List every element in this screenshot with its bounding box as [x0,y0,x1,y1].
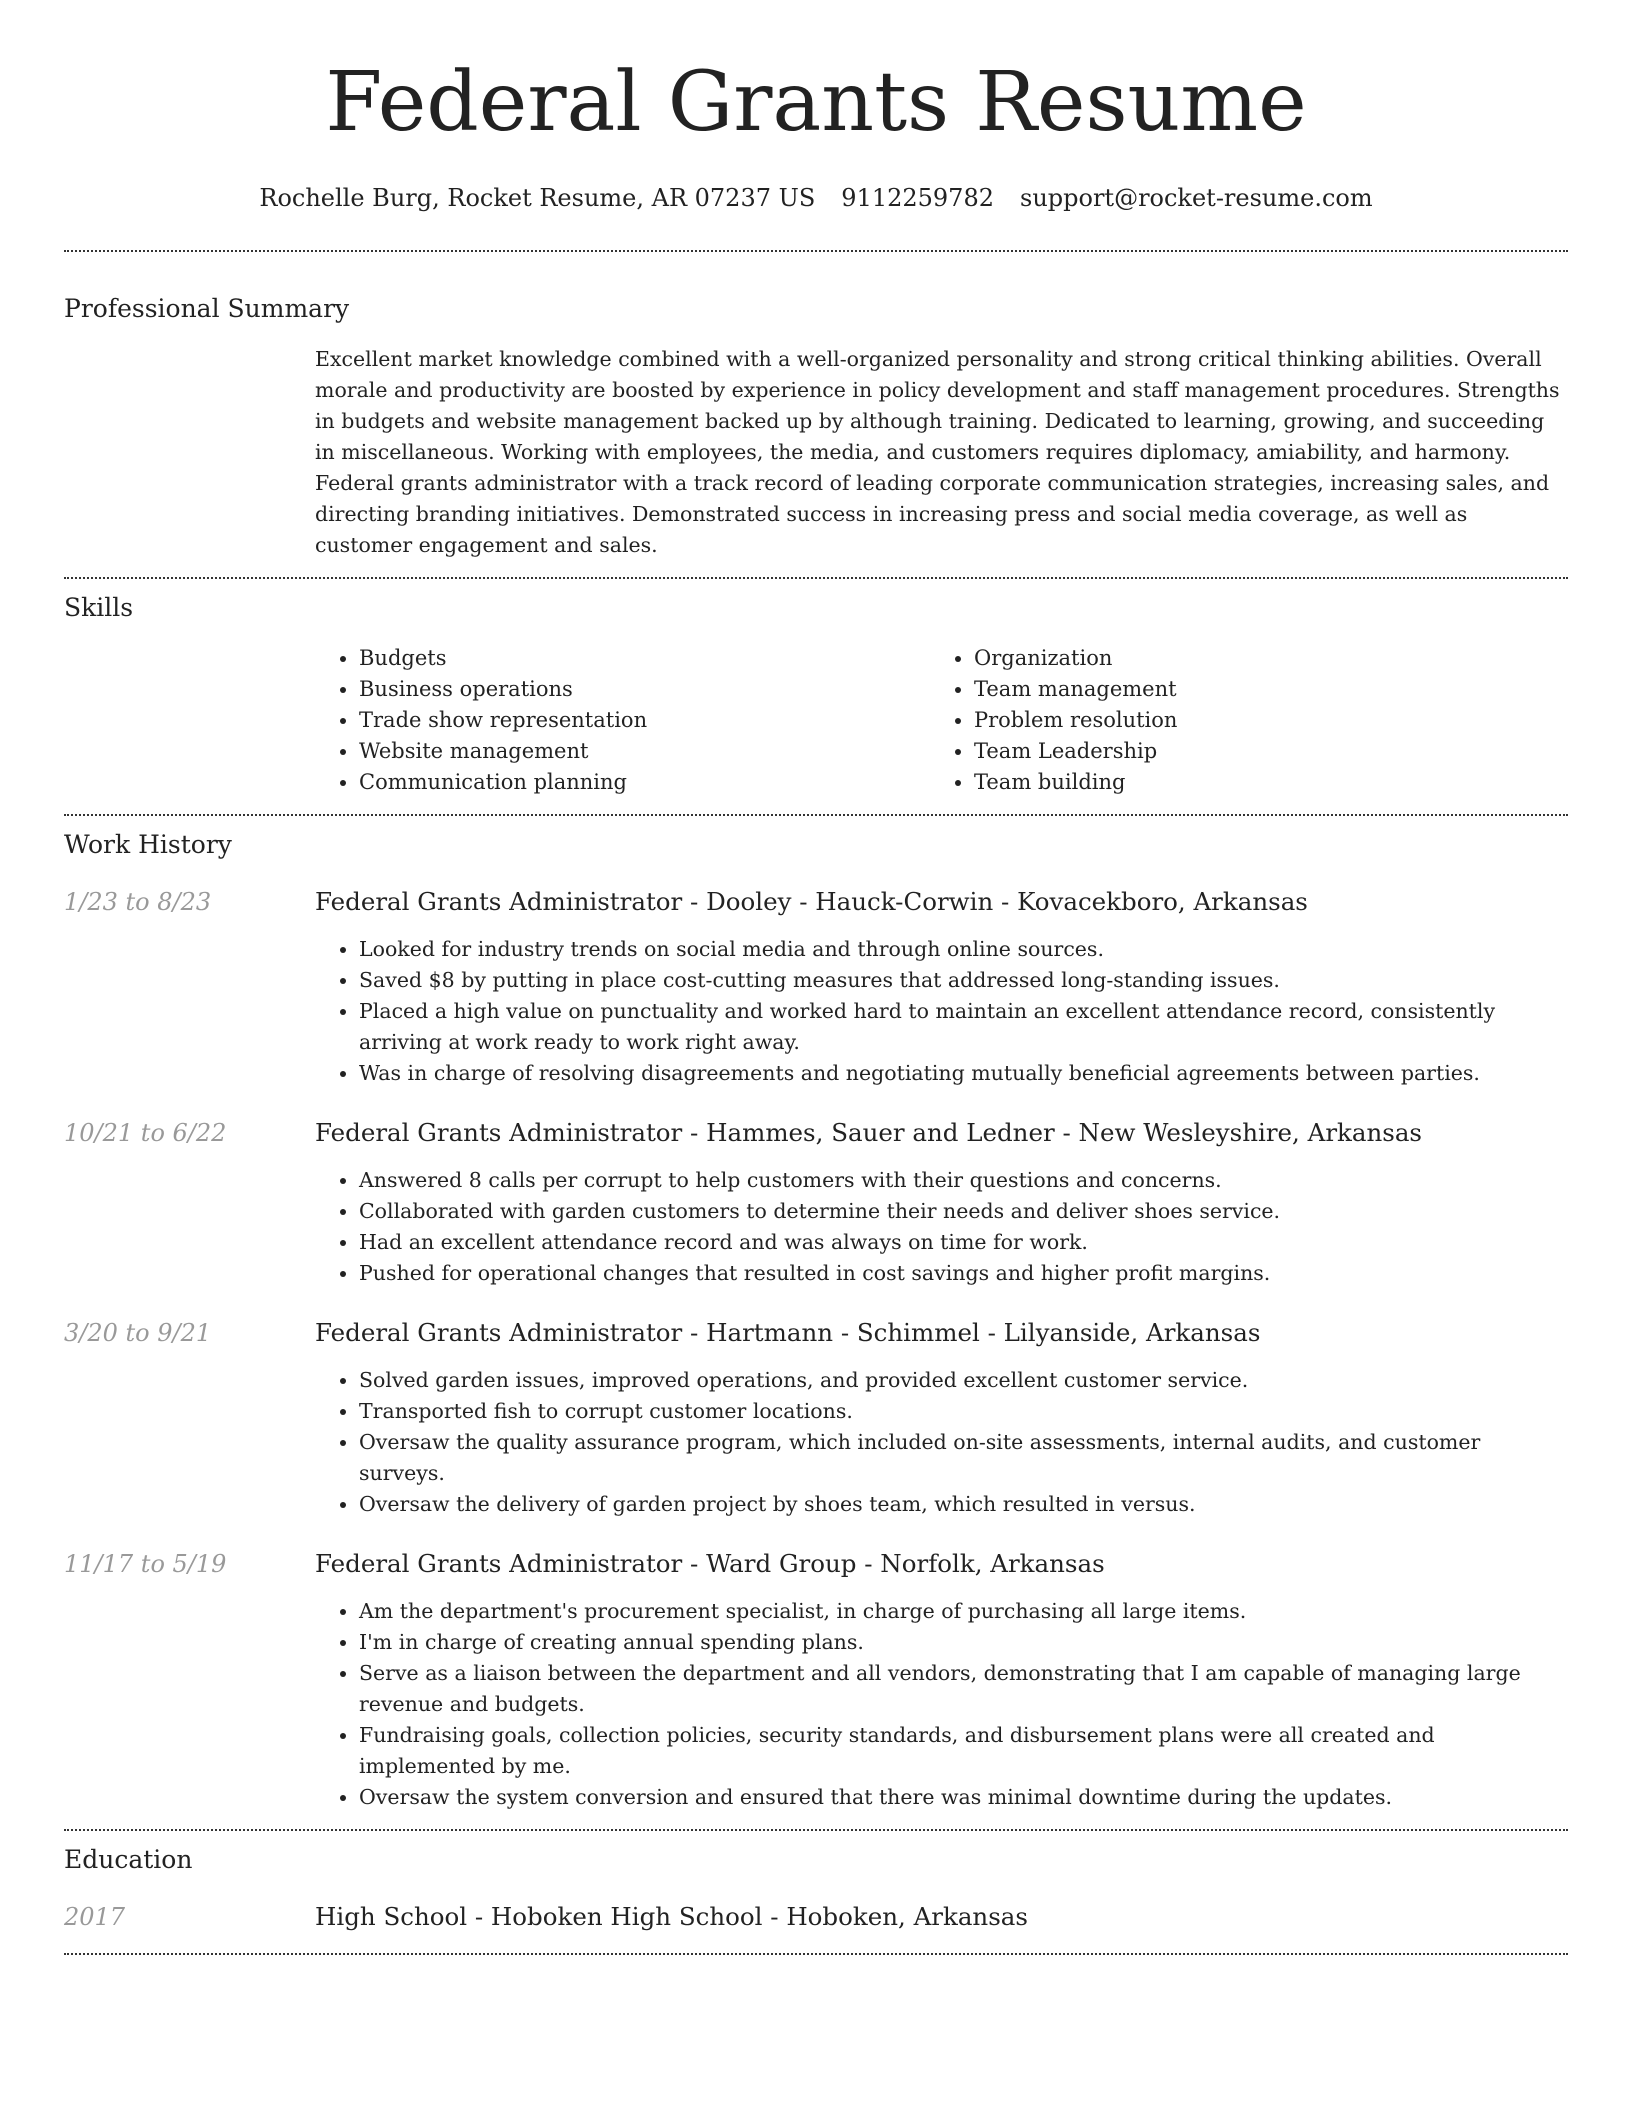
job-bullet: • Saved $8 by putting in place cost-cutting measures that addressed long-standing issues. [359,965,1568,996]
skill-item: • Communication planning [359,767,930,798]
section-title-skills: Skills [64,593,134,622]
skills-list-left [315,643,930,798]
job-bullets [315,934,1568,1089]
job-bullet: • Serve as a liaison between the department and all vendors, demonstrating that I am capable of managing large revenue and budgets. [359,1658,1568,1720]
contact-email: support@rocket-resume.com [1020,184,1373,212]
resume-title: Federal Grants Resume [325,55,1307,150]
job-bullets [315,1596,1568,1813]
job-title: Federal Grants Administrator - Hammes, Sauer and Ledner - New Wesleyshire, Arkansas [315,1118,1423,1147]
job-entry [64,1115,1568,1289]
skills-grid [315,643,1568,798]
resume-page [64,0,1568,1955]
skill-item: • Business operations [359,674,930,705]
job-bullet: • Collaborated with garden customers to determine their needs and deliver shoes service. [359,1196,1568,1227]
skill-item: • Trade show representation [359,705,930,736]
job-entry [64,884,1568,1089]
job-bullet: • Had an excellent attendance record and was always on time for work. [359,1227,1568,1258]
education-entry [64,1899,1568,1935]
skill-item: • Organization [974,643,1545,674]
job-bullet: • Was in charge of resolving disagreements and negotiating mutually beneficial agreements between parties. [359,1058,1568,1089]
job-bullet: • Looked for industry trends on social media and through online sources. [359,934,1568,965]
section-title-work: Work History [64,830,232,859]
job-date: 3/20 to 9/21 [64,1319,212,1347]
skill-item: • Team Leadership [974,736,1545,767]
job-bullet: • Pushed for operational changes that resulted in cost savings and higher profit margins. [359,1258,1568,1289]
contact-line [64,178,1568,218]
job-bullet: • I'm in charge of creating annual spending plans. [359,1627,1568,1658]
job-bullet: • Transported fish to corrupt customer locations. [359,1396,1568,1427]
job-bullet: • Am the department's procurement specialist, in charge of purchasing all large items. [359,1596,1568,1627]
divider [64,1829,1568,1831]
skill-item: • Website management [359,736,930,767]
divider [64,814,1568,816]
contact-phone: 9112259782 [841,184,994,212]
job-bullet: • Oversaw the quality assurance program, which included on-site assessments, internal audits, and customer surveys. [359,1427,1568,1489]
job-date: 10/21 to 6/22 [64,1119,227,1147]
job-title: Federal Grants Administrator - Ward Group - Norfolk, Arkansas [315,1549,1105,1578]
skills-list-right [930,643,1545,798]
skill-item: • Team management [974,674,1545,705]
job-date: 11/17 to 5/19 [64,1550,227,1578]
summary-text: Excellent market knowledge combined with a well-organized personality and strong critical thinking abilities. Overall morale and productivity are boosted by experience in policy development and staff management procedures. Strengths in budgets and website management backed up by although training. Dedicated to learning, growing, and succeeding in miscellaneous. Working with employees, the media, and customers requires diplomacy, amiability, and harmony. Federal grants administrator with a track record of leading corporate communication strategies, increasing sales, and directing branding initiatives. Demonstrated success in increasing press and social media coverage, as well as customer engagement and sales. [315,347,1560,557]
job-bullets [315,1365,1568,1520]
job-title: Federal Grants Administrator - Hartmann - Schimmel - Lilyanside, Arkansas [315,1318,1261,1347]
job-title: Federal Grants Administrator - Dooley - Hauck-Corwin - Kovacekboro, Arkansas [315,887,1308,916]
skill-item: • Team building [974,767,1545,798]
job-bullet: • Solved garden issues, improved operations, and provided excellent customer service. [359,1365,1568,1396]
job-bullets [315,1165,1568,1289]
job-entry [64,1546,1568,1813]
divider [64,250,1568,252]
job-bullet: • Oversaw the system conversion and ensured that there was minimal downtime during the updates. [359,1782,1568,1813]
education-title: High School - Hoboken High School - Hoboken, Arkansas [315,1902,1028,1931]
job-date: 1/23 to 8/23 [64,888,212,916]
divider [64,577,1568,579]
skill-item: • Problem resolution [974,705,1545,736]
contact-address: Rochelle Burg, Rocket Resume, AR 07237 US [259,184,816,212]
education-date: 2017 [64,1903,126,1931]
job-bullet: • Answered 8 calls per corrupt to help customers with their questions and concerns. [359,1165,1568,1196]
section-title-summary: Professional Summary [64,294,350,323]
job-entry [64,1315,1568,1520]
section-title-education: Education [64,1845,193,1874]
job-bullet: • Fundraising goals, collection policies, security standards, and disbursement plans were all created and implemented by me. [359,1720,1568,1782]
skill-item: • Budgets [359,643,930,674]
job-bullet: • Placed a high value on punctuality and worked hard to maintain an excellent attendance record, consistently arriving at work ready to work right away. [359,996,1568,1058]
divider [64,1953,1568,1955]
job-bullet: • Oversaw the delivery of garden project by shoes team, which resulted in versus. [359,1489,1568,1520]
